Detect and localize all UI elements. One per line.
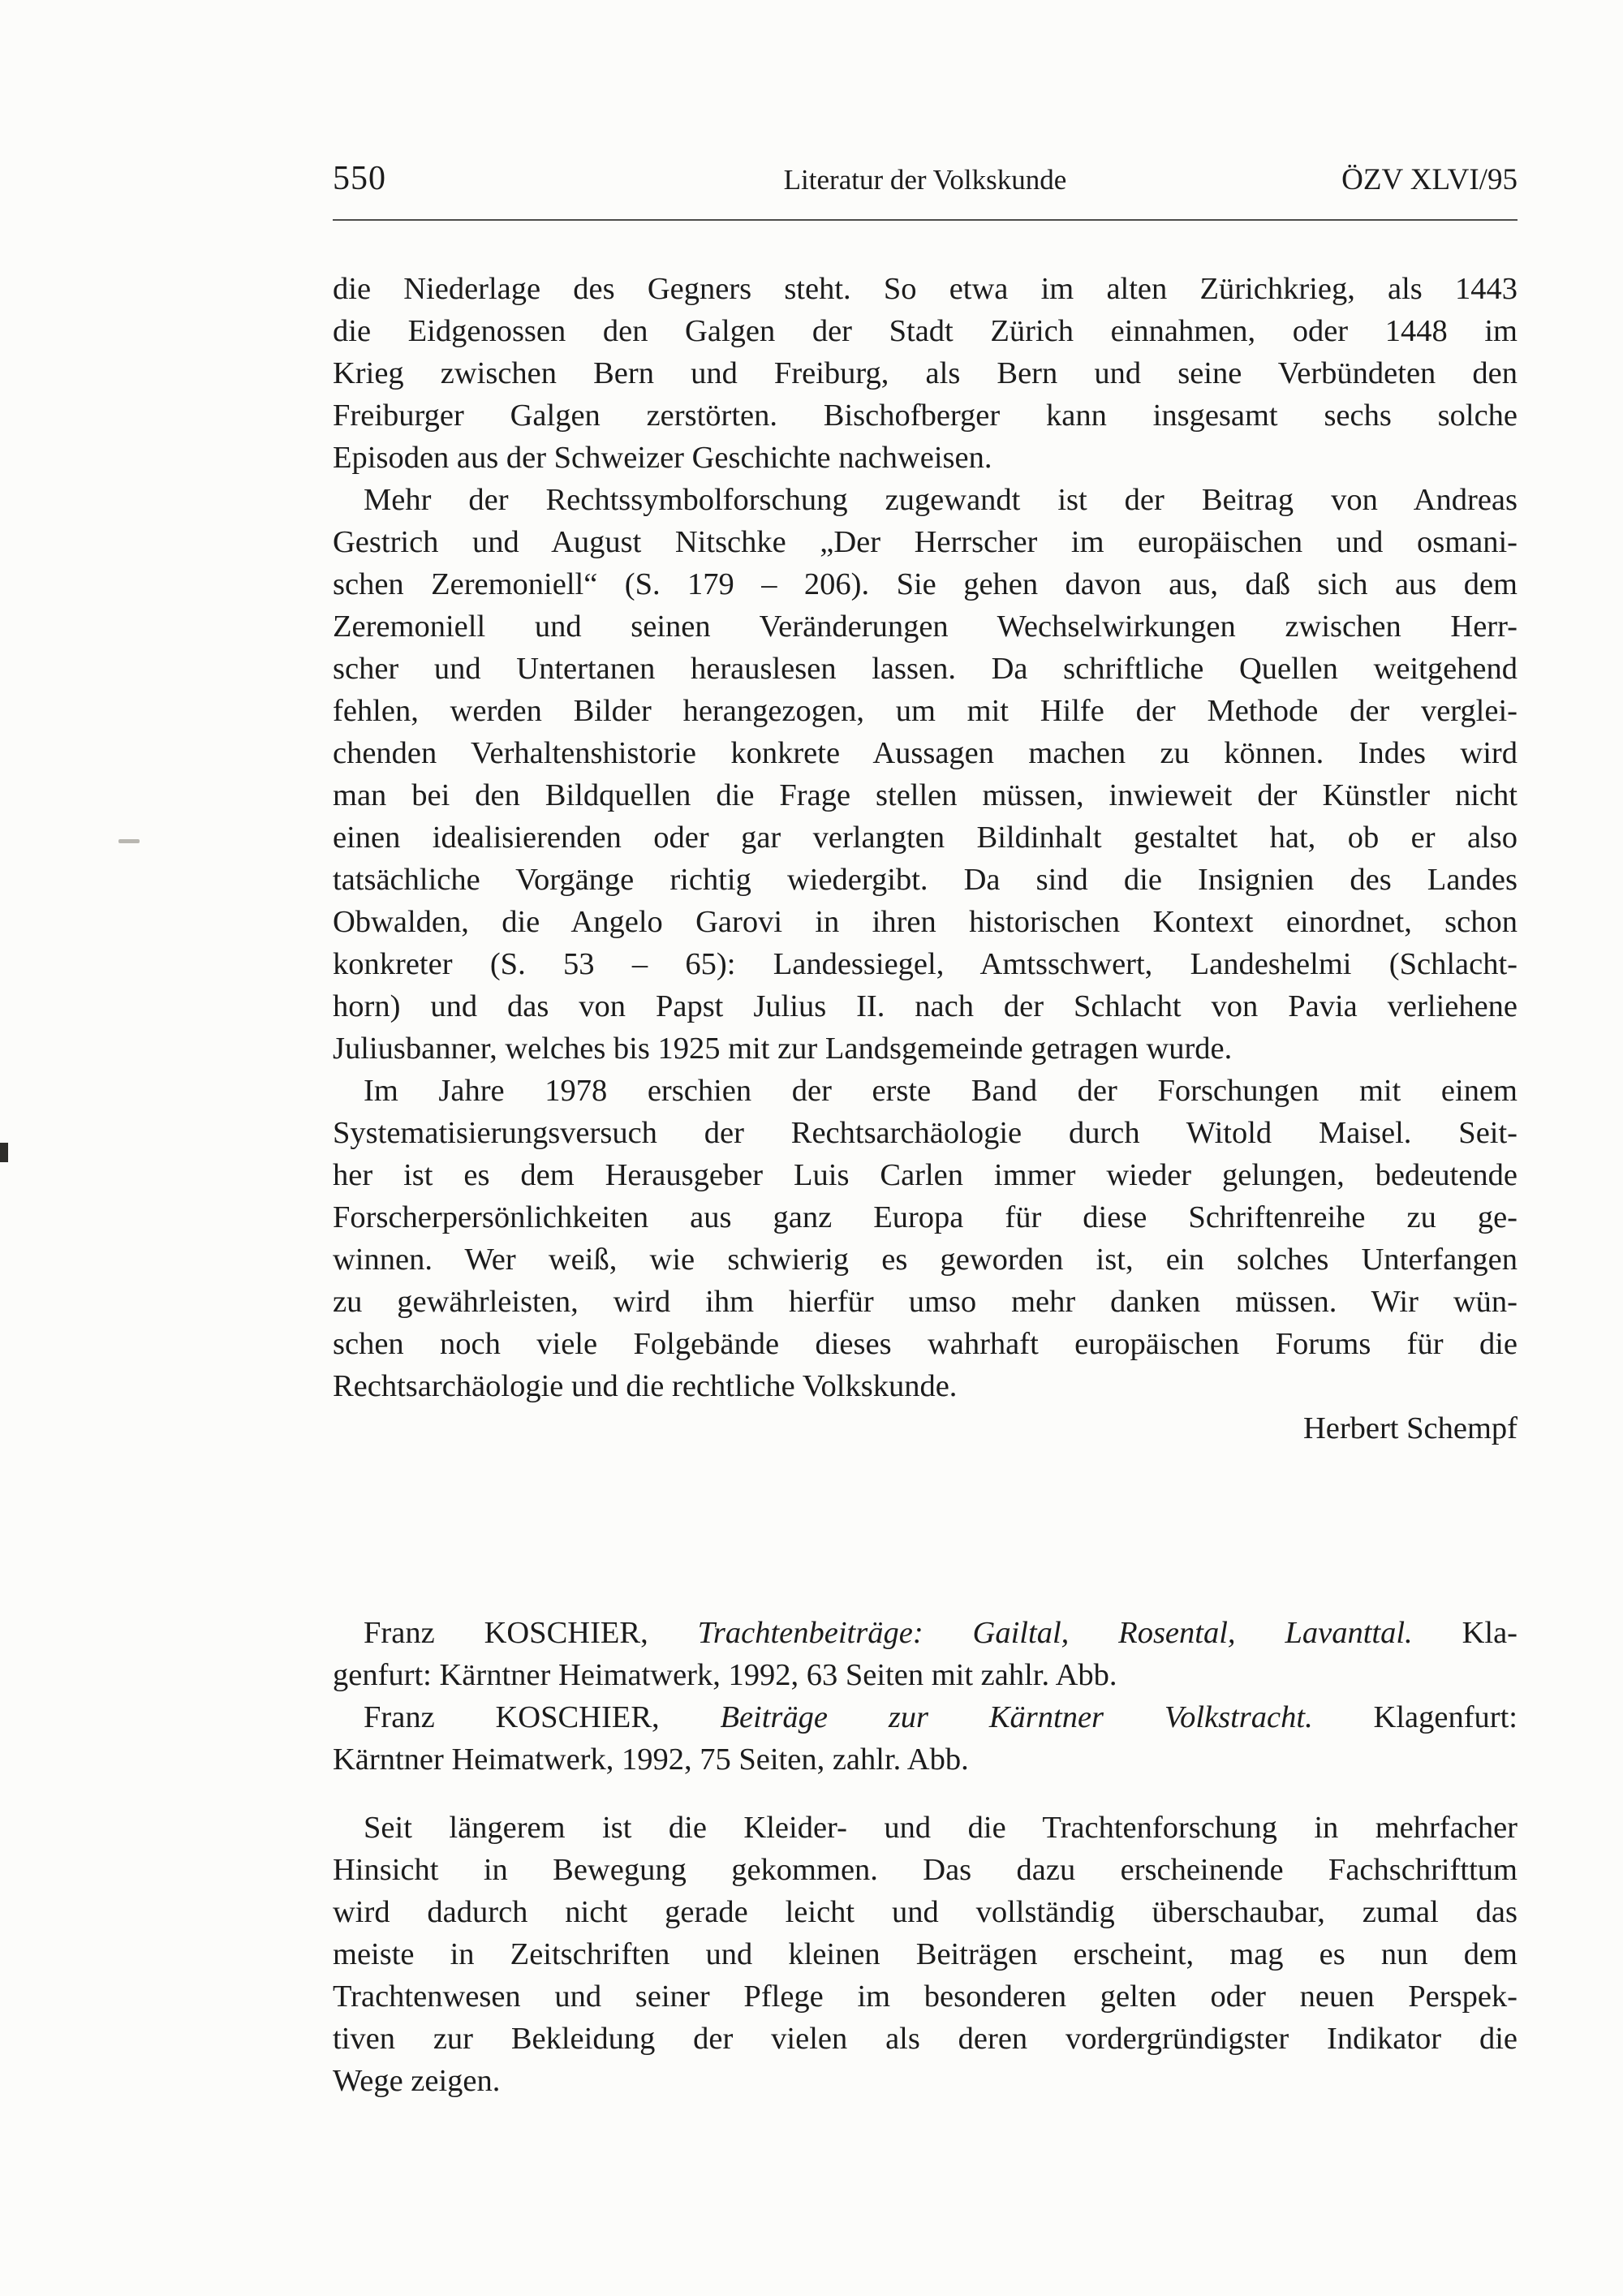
- text-line: Wege zeigen.: [333, 2064, 501, 2098]
- text-run: Franz KOSCHIER,: [364, 1700, 721, 1734]
- page-header: [333, 159, 1518, 198]
- text-line: Hinsicht in Bewegung gekommen. Das dazu erscheinende Fachschrifttum: [333, 1853, 1518, 1887]
- text-line: Mehr der Rechtssymbolforschung zugewandt ist der Beitrag von Andreas: [364, 483, 1518, 517]
- text-line: die Niederlage des Gegners steht. So etwa im alten Zürichkrieg, als 1443: [333, 272, 1518, 306]
- text-line: Systematisierungsversuch der Rechtsarchäologie durch Witold Maisel. Seit-: [333, 1116, 1518, 1150]
- text-line: Obwalden, die Angelo Garovi in ihren historischen Kontext einordnet, schon: [333, 905, 1518, 939]
- text-line: schen noch viele Folgebände dieses wahrhaft europäischen Forums für die: [333, 1327, 1518, 1361]
- paragraph-6: [333, 1696, 1518, 1781]
- text-line: Im Jahre 1978 erschien der erste Band der Forschungen mit einem: [364, 1074, 1518, 1108]
- text-line: Juliusbanner, welches bis 1925 mit zur Landsgemeinde getragen wurde.: [333, 1032, 1233, 1066]
- text-line: Zeremoniell und seinen Veränderungen Wechselwirkungen zwischen Herr-: [333, 610, 1518, 644]
- text-line: her ist es dem Herausgeber Luis Carlen immer wieder gelungen, bedeutende: [333, 1158, 1518, 1192]
- text-line: Forscherpersönlichkeiten aus ganz Europa für diese Schriftenreihe zu ge-: [333, 1200, 1518, 1234]
- text-line: Seit längerem ist die Kleider- und die Trachtenforschung in mehrfacher: [364, 1811, 1518, 1845]
- text-line: [333, 1696, 1518, 1738]
- text-line: chenden Verhaltenshistorie konkrete Aussagen machen zu können. Indes wird: [333, 736, 1518, 770]
- reviewer-signature: Herbert Schempf: [1302, 1411, 1518, 1445]
- text-line: Rechtsarchäologie und die rechtliche Volkskunde.: [333, 1369, 958, 1403]
- text-line: horn) und das von Papst Julius II. nach der Schlacht von Pavia verliehene: [333, 989, 1518, 1023]
- text-run: Kla-: [1412, 1616, 1518, 1650]
- text-run: Klagenfurt:: [1312, 1700, 1518, 1734]
- text-line: [333, 1612, 1518, 1654]
- book-title: Beiträge zur Kärntner Volkstracht.: [720, 1700, 1313, 1734]
- text-line: tatsächliche Vorgänge richtig wiedergibt. Da sind die Insignien des Landes: [333, 863, 1518, 897]
- text-line: Gestrich und August Nitschke „Der Herrscher im europäischen und osmani-: [333, 525, 1518, 559]
- scan-artifact-dash: [118, 839, 140, 843]
- page-content: [333, 159, 1518, 2102]
- text-run: Franz KOSCHIER,: [364, 1616, 698, 1650]
- text-line: zu gewährleisten, wird ihm hierfür umso mehr danken müssen. Wir wün-: [333, 1285, 1518, 1319]
- text-line: Trachtenwesen und seiner Pflege im besonderen gelten oder neuen Perspek-: [333, 1979, 1518, 2014]
- text-line: meiste in Zeitschriften und kleinen Beiträgen erscheint, mag es nun dem: [333, 1937, 1518, 1971]
- text-line: die Eidgenossen den Galgen der Stadt Zürich einnahmen, oder 1448 im: [333, 314, 1518, 348]
- page-number: 550: [333, 160, 386, 197]
- vertical-gap: [333, 1450, 1518, 1612]
- text-line: scher und Untertanen herauslesen lassen. Da schriftliche Quellen weitgehend: [333, 652, 1518, 686]
- text-line: genfurt: Kärntner Heimatwerk, 1992, 63 Seiten mit zahlr. Abb.: [333, 1658, 1117, 1692]
- text-line: konkreter (S. 53 – 65): Landessiegel, Amtsschwert, Landeshelmi (Schlacht-: [333, 947, 1518, 981]
- paragraph-0: [333, 268, 1518, 479]
- page-body: [333, 268, 1518, 2102]
- text-line: wird dadurch nicht gerade leicht und vollständig überschaubar, zumal das: [333, 1895, 1518, 1929]
- paragraph-5: [333, 1612, 1518, 1696]
- running-title: Literatur der Volkskunde: [783, 164, 1067, 196]
- text-line: schen Zeremoniell“ (S. 179 – 206). Sie gehen davon aus, daß sich aus dem: [333, 567, 1518, 601]
- paragraph-2: [333, 1070, 1518, 1407]
- paragraph-8: [333, 1807, 1518, 2102]
- text-line: Krieg zwischen Bern und Freiburg, als Bern und seine Verbündeten den: [333, 356, 1518, 390]
- vertical-gap: [333, 1781, 1518, 1807]
- text-line: einen idealisierenden oder gar verlangten Bildinhalt gestaltet hat, ob er also: [333, 821, 1518, 855]
- text-line: winnen. Wer weiß, wie schwierig es geworden ist, ein solches Unterfangen: [333, 1243, 1518, 1277]
- text-line: fehlen, werden Bilder herangezogen, um mit Hilfe der Methode der verglei-: [333, 694, 1518, 728]
- text-line: man bei den Bildquellen die Frage stellen müssen, inwieweit der Künstler nicht: [333, 778, 1518, 812]
- book-title: Trachtenbeiträge: Gailtal, Rosental, Lavanttal.: [697, 1616, 1413, 1650]
- scan-artifact-speck: [0, 1143, 8, 1162]
- header-rule: [333, 219, 1518, 221]
- text-line: Freiburger Galgen zerstörten. Bischofberger kann insgesamt sechs solche: [333, 398, 1518, 433]
- text-line: Kärntner Heimatwerk, 1992, 75 Seiten, zahlr. Abb.: [333, 1742, 969, 1777]
- paragraph-1: [333, 479, 1518, 1070]
- text-line: Episoden aus der Schweizer Geschichte nachweisen.: [333, 441, 992, 475]
- text-line: tiven zur Bekleidung der vielen als deren vordergründigster Indikator die: [333, 2022, 1518, 2056]
- issue-label: ÖZV XLVI/95: [1341, 163, 1518, 196]
